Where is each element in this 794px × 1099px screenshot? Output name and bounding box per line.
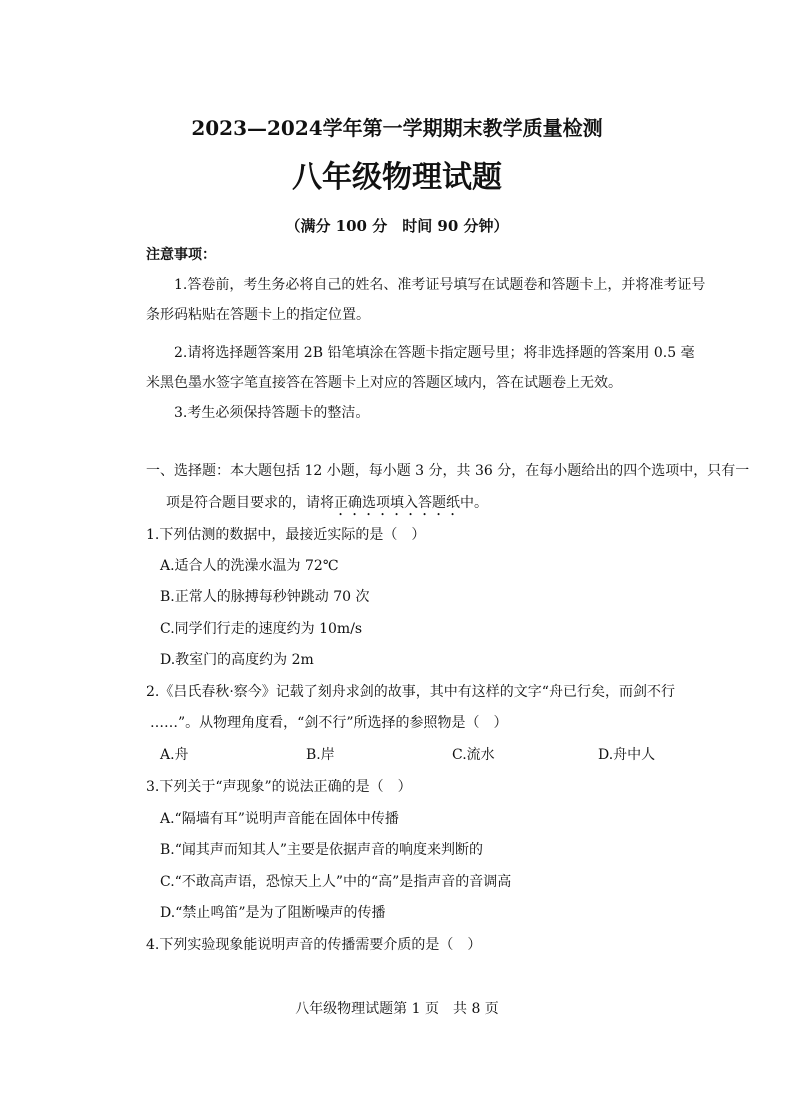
question-3-option-a: A.“隔墙有耳”说明声音能在固体中传播 [160,811,399,827]
exam-title: 2023—2024学年第一学期期末教学质量检测 [191,116,603,140]
section-1-instructions-line-1: 一、选择题：本大题包括 12 小题，每小题 3 分，共 36 分，在每小题给出的四个选项中，只有一 [146,463,750,479]
section-1-emphasis: 正确选项填入答题纸 [334,495,460,511]
question-2-option-a: A.舟 [160,747,189,763]
question-3-option-c: C.“不敢高声语，恐惊天上人”中的“高”是指声音的音调高 [160,874,512,890]
notice-heading: 注意事项： [146,247,216,263]
question-2-stem-line-2: ……”。从物理角度看，“剑不行”所选择的参照物是（ ） [150,715,508,731]
question-2-stem-line-1: 2.《吕氏春秋·察今》记载了刻舟求剑的故事，其中有这样的文字“舟已行矣，而剑不行 [146,684,675,700]
question-2-option-d: D.舟中人 [598,747,656,763]
section-1-line-2-suffix: 中。 [460,495,488,511]
subject-title: 八年级物理试题 [292,160,502,195]
notice-item-2-line-1: 2.请将选择题答案用 2B 铅笔填涂在答题卡指定题号里；将非选择题的答案用 0.5 毫 [174,345,695,361]
score-time-info: （满分 100 分 时间 90 分钟） [285,217,509,235]
notice-item-2-line-2: 米黑色墨水签字笔直接答在答题卡上对应的答题区域内，答在试题卷上无效。 [146,375,622,391]
question-1-option-c: C.同学们行走的速度约为 10m/s [160,621,363,637]
question-3-stem: 3.下列关于“声现象”的说法正确的是（ ） [146,779,412,795]
notice-item-1-line-1: 1.答卷前，考生务必将自己的姓名、准考证号填写在试题卷和答题卡上，并将准考证号 [174,277,706,293]
question-1-option-b: B.正常人的脉搏每秒钟跳动 70 次 [160,589,370,605]
section-1-instructions-line-2 [166,494,488,519]
question-1-option-a: A.适合人的洗澡水温为 72℃ [160,558,339,574]
notice-item-3: 3.考生必须保持答题卡的整洁。 [174,405,370,421]
question-2-option-b: B.岸 [306,747,335,763]
question-1-option-d: D.教室门的高度约为 2m [160,652,314,668]
question-4-stem: 4.下列实验现象能说明声音的传播需要介质的是（ ） [146,937,482,953]
section-1-line-2-prefix: 项是符合题目要求的，请将 [166,495,334,511]
question-2-option-c: C.流水 [452,747,495,763]
question-1-stem: 1.下列估测的数据中，最接近实际的是（ ） [146,527,426,543]
question-3-option-b: B.“闻其声而知其人”主要是依据声音的响度来判断的 [160,842,484,858]
page-footer: 八年级物理试题第 1 页 共 8 页 [295,1001,499,1017]
notice-item-1-line-2: 条形码粘贴在答题卡上的指定位置。 [146,307,370,323]
question-3-option-d: D.“禁止鸣笛”是为了阻断噪声的传播 [160,905,386,921]
